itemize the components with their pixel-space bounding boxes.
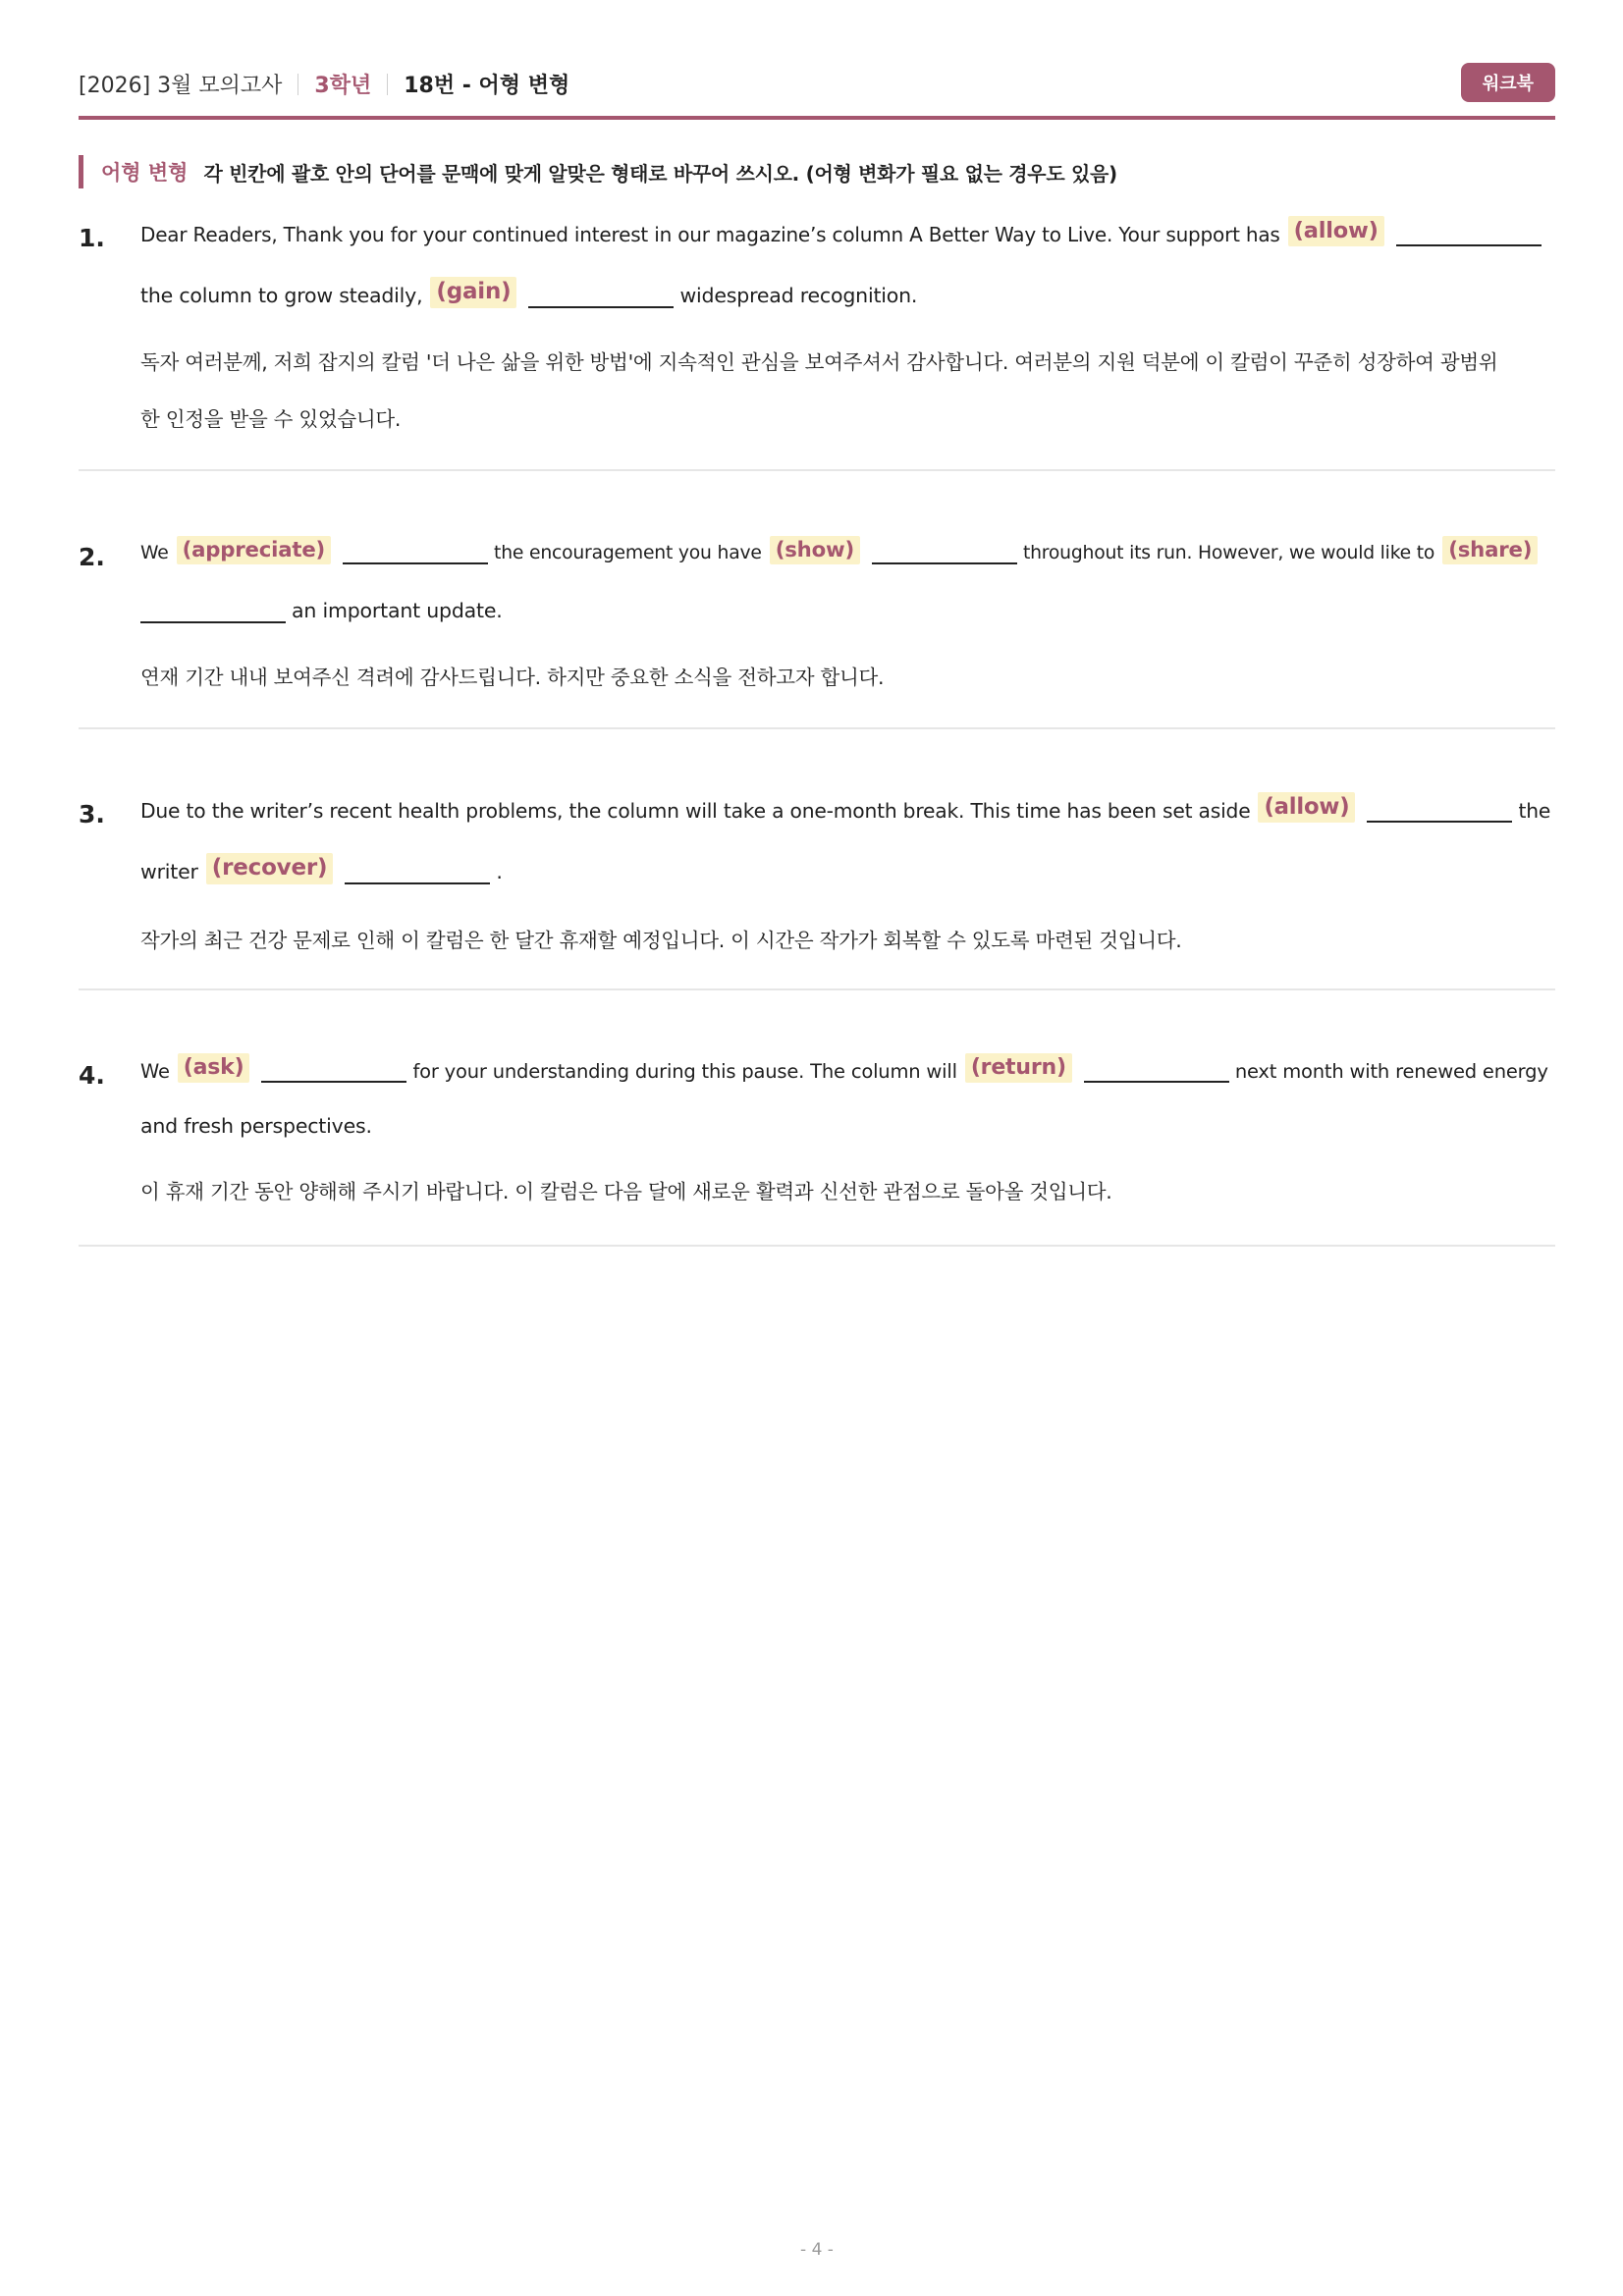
sentence-text: for your understanding during this pause. The column will [412, 1060, 957, 1083]
word-hint: (recover) [206, 853, 334, 884]
korean-translation: 이 휴재 기간 동안 양해해 주시기 바랍니다. 이 칼럼은 다음 달에 새로운 활력과 신선한 관점으로 돌아올 것입니다. [140, 1180, 1112, 1203]
korean-translation: 작가의 최근 건강 문제로 인해 이 칼럼은 한 달간 휴재할 예정입니다. 이 시간은 작가가 회복할 수 있도록 마련된 것입니다. [140, 929, 1182, 952]
answer-blank[interactable] [1396, 217, 1542, 246]
korean-translation: 독자 여러분께, 저희 잡지의 칼럼 '더 나은 삶을 위한 방법'에 지속적인 관심을 보여주셔서 감사합니다. 여러분의 지원 덕분에 이 칼럼이 꾸준히 성장하여 광범위 [140, 350, 1498, 374]
question-line [140, 853, 503, 884]
question-line [140, 792, 1550, 823]
sentence-text: an important update. [292, 599, 503, 623]
header-divider [387, 74, 388, 95]
sentence-text: and fresh perspectives. [140, 1114, 372, 1138]
korean-translation: 한 인정을 받을 수 있었습니다. [140, 407, 402, 431]
page-header [79, 61, 1555, 120]
answer-blank[interactable] [528, 279, 674, 308]
page-number: - 4 - [800, 2240, 834, 2260]
sentence-text: the [1518, 799, 1551, 823]
answer-blank[interactable] [1084, 1053, 1229, 1083]
sentence-text: We [140, 1060, 170, 1083]
word-hint: (allow) [1288, 216, 1384, 246]
grade-label: 3학년 [314, 74, 372, 98]
answer-blank[interactable] [343, 535, 488, 564]
korean-translation: 연재 기간 내내 보여주신 격려에 감사드립니다. 하지만 중요한 소식을 전하고자 합니다. [140, 666, 885, 689]
word-hint: (allow) [1258, 792, 1355, 823]
question-3 [79, 792, 1555, 990]
question-2 [79, 535, 1555, 729]
question-line [140, 1114, 372, 1139]
sentence-text: the column to grow steadily, [140, 284, 423, 307]
answer-blank[interactable] [1367, 793, 1512, 823]
sentence-text: . [496, 860, 503, 883]
sentence-text: Dear Readers, Thank you for your continued interest in our magazine’s column A Better Way to Live. Your support has [140, 223, 1280, 246]
sentence-text: We [140, 542, 169, 563]
word-hint: (ask) [178, 1053, 250, 1083]
answer-blank[interactable] [261, 1053, 406, 1083]
word-hint: (return) [965, 1053, 1072, 1083]
sentence-text: writer [140, 860, 198, 883]
question-number: 2. [79, 543, 105, 571]
sentence-text: throughout its run. However, we would like to [1022, 542, 1435, 563]
sentence-text: next month with renewed energy [1234, 1060, 1548, 1083]
page-title: 18번 - 어형 변형 [404, 74, 570, 98]
question-line [140, 216, 1547, 246]
question-number: 4. [79, 1061, 105, 1090]
question-4 [79, 1053, 1555, 1247]
question-line [140, 277, 917, 308]
question-line [140, 1053, 1548, 1083]
instruction-text: 각 빈칸에 괄호 안의 단어를 문맥에 맞게 알맞은 형태로 바꾸어 쓰시오. (어형 변화가 필요 없는 경우도 있음) [203, 161, 1117, 186]
exam-name: [2026] 3월 모의고사 [79, 74, 283, 98]
header-info [79, 69, 569, 99]
word-hint: (share) [1442, 536, 1538, 565]
question-line [140, 535, 1543, 564]
instruction-row [79, 155, 1117, 188]
answer-blank[interactable] [872, 535, 1017, 564]
worksheet-page [79, 0, 1555, 2296]
sentence-text: Due to the writer’s recent health problems, the column will take a one-month break. This time has been set aside [140, 799, 1251, 823]
word-hint: (gain) [430, 277, 516, 308]
question-line [140, 594, 503, 623]
question-1 [79, 216, 1555, 471]
word-hint: (appreciate) [177, 536, 331, 565]
answer-blank[interactable] [345, 855, 490, 884]
sentence-text: widespread recognition. [679, 284, 918, 307]
sentence-text: the encouragement you have [494, 542, 762, 563]
question-number: 1. [79, 224, 105, 252]
workbook-badge: 워크북 [1461, 63, 1555, 102]
question-number: 3. [79, 800, 105, 828]
instruction-accent-bar [79, 155, 83, 188]
answer-blank[interactable] [140, 594, 286, 623]
instruction-label: 어형 변형 [101, 161, 189, 185]
word-hint: (show) [770, 536, 860, 565]
